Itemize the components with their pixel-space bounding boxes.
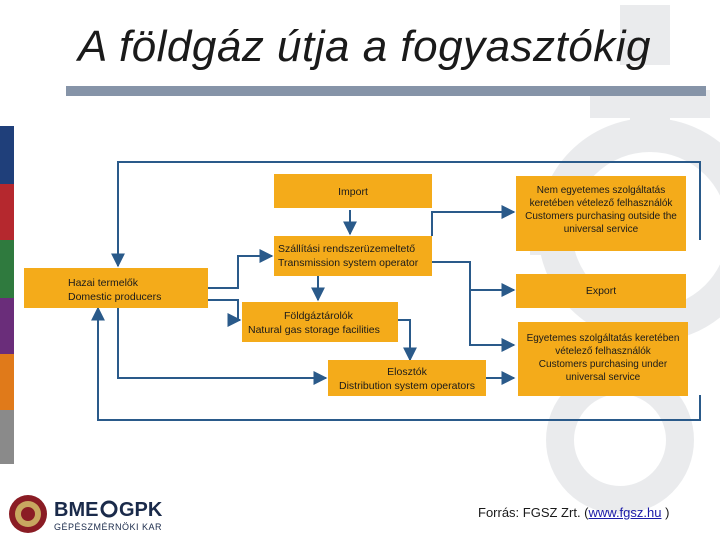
arrow-domestic-tso: [208, 256, 272, 288]
page-title: A földgáz útja a fogyasztókig: [78, 22, 651, 71]
universal-line-2: vételező felhasználók: [555, 346, 651, 357]
storage-line-2: Natural gas storage facilities: [248, 324, 380, 336]
non-universal-line-3: Customers purchasing outside the: [525, 211, 677, 222]
gas-storage-box: [242, 302, 398, 342]
bme-gpk-logo: [6, 492, 186, 538]
import-box: [274, 174, 432, 208]
universal-line-4: universal service: [565, 372, 641, 383]
source-citation: [478, 505, 669, 520]
source-prefix: Forrás: FGSZ Zrt. (: [478, 505, 589, 520]
non-universal-line-2: keretében vételező felhasználók: [529, 198, 673, 209]
source-suffix: ): [661, 505, 670, 520]
domestic-producers-box: [24, 268, 208, 308]
universal-customers-box: [518, 322, 688, 396]
domestic-line-1: Hazai termelők: [68, 277, 139, 289]
export-label: Export: [585, 285, 617, 297]
export-box: [516, 274, 686, 308]
import-label: Import: [338, 186, 368, 198]
dso-line-2: Distribution system operators: [339, 380, 475, 392]
storage-line-1: Földgáztárolók: [284, 310, 353, 322]
source-link[interactable]: www.fgsz.hu: [588, 505, 662, 520]
arrow-storage-dso: [398, 320, 410, 360]
universal-line-3: Customers purchasing under: [538, 359, 668, 370]
non-universal-line-4: universal service: [563, 224, 639, 235]
arrow-tso-universal: [470, 290, 514, 345]
logo-name-2: GPK: [119, 499, 163, 521]
transmission-system-operator-box: [274, 236, 432, 276]
arrow-tso-nonuniversal: [432, 212, 514, 236]
dso-line-1: Elosztók: [387, 366, 427, 378]
tso-line-1: Szállítási rendszerüzemeltető: [278, 243, 416, 255]
logo-subtitle: GÉPÉSZMÉRNÖKI KAR: [54, 522, 163, 532]
distribution-system-operators-box: [328, 360, 486, 396]
tso-line-2: Transmission system operator: [278, 257, 419, 269]
logo-name: BME: [54, 499, 99, 521]
arrow-tso-export: [432, 262, 514, 290]
non-universal-line-1: Nem egyetemes szolgáltatás: [536, 185, 666, 196]
arrow-domestic-storage: [208, 300, 240, 320]
non-universal-customers-box: [516, 176, 686, 251]
universal-line-1: Egyetemes szolgáltatás keretében: [526, 333, 680, 344]
domestic-line-2: Domestic producers: [68, 291, 162, 303]
